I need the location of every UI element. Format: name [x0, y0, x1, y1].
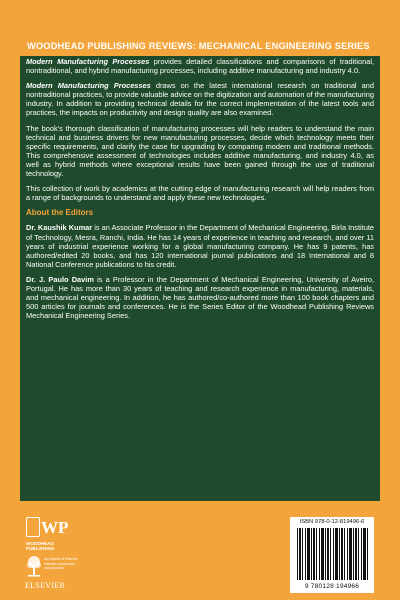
editor-name-1: Dr. Kaushik Kumar	[26, 223, 93, 233]
publisher-name-line-2: PUBLISHING	[26, 546, 55, 552]
barcode-digits: 9 780128 194966	[304, 583, 360, 590]
top-band	[0, 0, 400, 28]
publisher-logo	[24, 503, 82, 594]
wp-logo-letters: WP	[41, 518, 69, 537]
barcode-icon	[297, 528, 369, 580]
intro-paragraph-1	[26, 57, 374, 75]
imprint-line-2: elsevier.com/books-and-journals	[44, 561, 76, 571]
intro-paragraph-2	[26, 81, 374, 117]
wp-frame-icon	[26, 517, 40, 537]
book-title-emphasis: Modern Manufacturing Processes	[26, 81, 151, 91]
isbn-label: ISBN 978-0-12-819496-6	[299, 519, 365, 525]
intro-paragraph-3: The book's thorough classification of manufacturing processes will help readers to understand the main technical and business drivers for new manufacturing processes, decide which technology meets their specific requirements, and clarify the case for upgrading by comparing modern and traditional methods. This comprehensive assessment of technologies includes additive manufacturing, and industry 4.0, as well as hybrid methods where exceptional results have been gained through the use of traditional technology.	[26, 123, 374, 179]
editor-bio-1-text: is an Associate Professor in the Department of Mechanical Engineering, Birla Institute of Technology, Mesra, Ranchi, India. He has 14 years of experience in teaching and research, and over 11 years of industrial experience working for a global manufacturing company. He has 9 patents, has authored/edited 20 books, and has 120 international journal publications and 18 International and 8 National Conference publications to his credit.	[26, 223, 374, 269]
book-title-emphasis: Modern Manufacturing Processes	[26, 57, 150, 66]
series-title: WOODHEAD PUBLISHING REVIEWS: MECHANICAL ENGINEERING SERIES	[27, 41, 370, 51]
editor-bio-1	[26, 223, 374, 268]
elsevier-tree-icon	[26, 555, 42, 577]
editor-name-2: Dr. J. Paulo Davim	[26, 274, 94, 284]
publisher-name-line-1: WOODHEAD	[26, 541, 54, 546]
imprint-text	[44, 557, 82, 571]
intro-paragraph-1-text: provides detailed classifications and comparisons of traditional, nontraditional, and hybrid manufacturing processes, including additive manufacturing and industry 4.0.	[26, 57, 375, 76]
about-editors-heading: About the Editors	[26, 208, 94, 218]
elsevier-wordmark: ELSEVIER	[25, 581, 66, 590]
editor-bio-2-text: is a Professor in the Department of Mechanical Engineering, University of Aveiro, Portugal. He has more than 30 years of teaching and research experience in manufacturing, materials, and mechanical engineering. In addition, he has authored/co-authored more than 100 book chapters and 500 articles for journals and conferences. He is the Series Editor of the Woodhead Publishing Reviews Mechanical Engineering Series.	[26, 274, 374, 321]
intro-paragraph-2-text: draws on the latest international research on traditional and nontraditional practices, to provide valuable advice on the digitization and automation of the manufacturing industry. In addition to providing technical details for the correct implementation of the latest tools and practices, the impacts on productivity and design quality are also examined.	[26, 81, 374, 118]
editor-bio-2	[26, 275, 374, 320]
publisher-name	[26, 541, 82, 551]
intro-paragraph-4: This collection of work by academics at the cutting edge of manufacturing research will help readers from a range of backgrounds to understand and apply these new technologies.	[26, 184, 374, 203]
isbn-barcode-box	[290, 517, 374, 593]
blurb-content	[26, 57, 374, 326]
imprint-line-1: An imprint of Elsevier	[44, 557, 78, 561]
